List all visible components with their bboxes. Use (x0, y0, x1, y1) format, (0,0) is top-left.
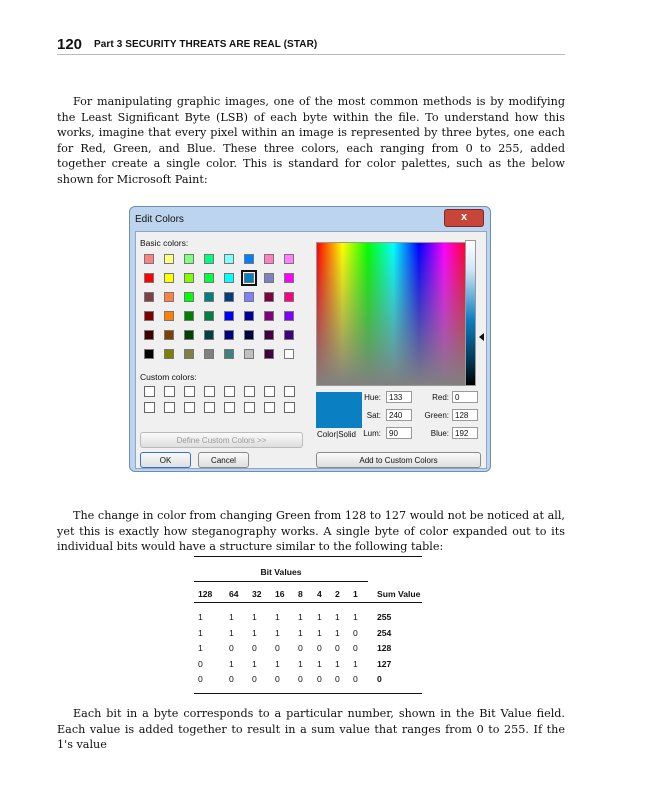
color-spectrum[interactable] (316, 242, 471, 386)
basic-color-swatch[interactable] (184, 273, 194, 283)
basic-color-swatch[interactable] (244, 311, 254, 321)
basic-color-swatch[interactable] (244, 273, 254, 283)
custom-color-swatch[interactable] (164, 402, 175, 413)
paragraph-bit-values: Each bit in a byte corresponds to a particular number, shown in the Bit Value field. Each value is added together to result in a sum value that ranges from 0 to 255. If the 1's value (57, 707, 565, 751)
basic-color-swatch[interactable] (184, 254, 194, 264)
basic-color-swatch[interactable] (204, 311, 214, 321)
bit-cell: 32 (252, 589, 262, 599)
bit-cell: 0 (317, 643, 322, 653)
basic-color-swatch[interactable] (164, 311, 174, 321)
custom-color-swatch[interactable] (244, 386, 255, 397)
bit-cell: 0 (229, 674, 234, 684)
color-solid-label: Color|Solid (317, 430, 356, 439)
custom-color-swatch[interactable] (204, 386, 215, 397)
sum-cell: 127 (377, 658, 392, 669)
bit-cell: 0 (335, 674, 340, 684)
bit-cell: 1 (298, 612, 303, 622)
red-label: Red: (432, 393, 449, 402)
close-button[interactable]: x (444, 209, 484, 227)
bit-cell: 1 (335, 612, 340, 622)
dialog-body (135, 231, 487, 469)
basic-color-swatch[interactable] (284, 273, 294, 283)
custom-color-swatch[interactable] (224, 386, 235, 397)
bit-cell: 1 (229, 658, 234, 669)
paragraph-intro: For manipulating graphic images, one of the most common methods is by modifying the Least Significant Byte (LSB) of each byte within the file. To understand how this works, imagine that every pixel within an image is represented by three bytes, one each for Red, Green, and Blue. These three colors, each ranging from 0 to 255, added together create a single color. This is standard for color palettes, such as the below shown for Microsoft Paint: (57, 95, 565, 186)
custom-color-swatch[interactable] (284, 386, 295, 397)
bit-cell: 0 (229, 643, 234, 653)
bit-cell: 0 (353, 627, 358, 638)
basic-color-swatch[interactable] (184, 330, 194, 340)
bit-cell: 1 (252, 658, 257, 669)
basic-color-swatch[interactable] (224, 311, 234, 321)
basic-color-swatch[interactable] (164, 330, 174, 340)
basic-color-swatch[interactable] (264, 254, 274, 264)
basic-color-swatch[interactable] (244, 254, 254, 264)
bit-cell: 0 (198, 674, 203, 684)
bit-values-table (194, 556, 422, 694)
basic-color-swatch[interactable] (224, 292, 234, 302)
bit-cell: 0 (275, 674, 280, 684)
custom-color-swatch[interactable] (244, 402, 255, 413)
bit-cell: 1 (317, 612, 322, 622)
basic-color-swatch[interactable] (264, 330, 274, 340)
basic-color-swatch[interactable] (264, 349, 274, 359)
paragraph-steganography: The change in color from changing Green from 128 to 127 would not be noticed at all, yet this is exactly how steganography works. A single byte of color expanded out to its individual bits would have a structure similar to the following table: (57, 509, 565, 553)
custom-color-swatch[interactable] (264, 402, 275, 413)
add-to-custom-colors-button[interactable]: Add to Custom Colors (316, 452, 481, 468)
bit-cell: 0 (298, 643, 303, 653)
custom-color-swatch[interactable] (204, 402, 215, 413)
table-row (194, 628, 422, 642)
bit-cell: 0 (317, 674, 322, 684)
bit-cell: 4 (317, 589, 322, 599)
hue-label: Hue: (364, 393, 381, 402)
green-label: Green: (424, 411, 449, 420)
basic-color-swatch[interactable] (264, 311, 274, 321)
bit-cell: 1 (275, 658, 280, 669)
green-field[interactable]: 128 (452, 409, 478, 421)
hue-field[interactable]: 133 (386, 391, 412, 403)
table-row (194, 674, 422, 688)
basic-color-swatch[interactable] (244, 330, 254, 340)
custom-color-swatch[interactable] (144, 402, 155, 413)
custom-colors-label: Custom colors: (140, 372, 197, 382)
basic-color-swatch[interactable] (144, 311, 154, 321)
bit-cell: 1 (317, 658, 322, 669)
basic-color-swatch[interactable] (224, 254, 234, 264)
basic-color-swatch[interactable] (224, 349, 234, 359)
define-custom-colors-button[interactable]: Define Custom Colors >> (140, 432, 303, 448)
basic-color-swatch[interactable] (244, 292, 254, 302)
basic-color-swatch[interactable] (144, 349, 154, 359)
custom-color-swatch[interactable] (264, 386, 275, 397)
table-header-row (194, 589, 422, 603)
table-row (194, 612, 422, 626)
bit-cell: 0 (252, 674, 257, 684)
basic-color-swatch[interactable] (224, 330, 234, 340)
custom-color-swatch[interactable] (184, 386, 195, 397)
basic-color-swatch[interactable] (264, 273, 274, 283)
bit-cell: 0 (335, 643, 340, 653)
red-field[interactable]: 0 (452, 391, 478, 403)
blue-label: Blue: (430, 429, 449, 438)
basic-color-swatch[interactable] (204, 273, 214, 283)
basic-color-swatch[interactable] (184, 311, 194, 321)
sat-label: Sat: (366, 411, 381, 420)
basic-color-swatch[interactable] (164, 292, 174, 302)
bit-cell: 16 (275, 589, 285, 599)
luminosity-slider[interactable] (465, 240, 476, 386)
basic-color-swatch[interactable] (144, 330, 154, 340)
bit-cell: 1 (335, 627, 340, 638)
running-head: Part 3 SECURITY THREATS ARE REAL (STAR) (94, 39, 318, 50)
custom-color-swatch[interactable] (184, 402, 195, 413)
custom-color-swatch[interactable] (164, 386, 175, 397)
page-header (57, 36, 565, 55)
bit-cell: 2 (335, 589, 340, 599)
basic-colors-label: Basic colors: (140, 238, 189, 248)
sum-cell: 254 (377, 627, 392, 638)
bit-cell: 1 (198, 627, 203, 638)
basic-color-swatch[interactable] (164, 273, 174, 283)
luminosity-arrow-icon[interactable] (479, 333, 484, 341)
table-group-header: Bit Values (260, 567, 302, 577)
bit-cell: 1 (229, 612, 234, 622)
bit-cell: 1 (353, 612, 358, 622)
bit-cell: 1 (198, 612, 203, 622)
bit-cell: 1 (298, 627, 303, 638)
basic-color-swatch[interactable] (184, 349, 194, 359)
sum-cell: 255 (377, 612, 392, 622)
table-rule (194, 581, 368, 582)
bit-cell: 1 (229, 627, 234, 638)
basic-color-swatch[interactable] (284, 254, 294, 264)
table-row (194, 643, 422, 657)
blue-field[interactable]: 192 (452, 427, 478, 439)
sum-cell: Sum Value (377, 589, 421, 599)
cancel-button[interactable]: Cancel (198, 452, 249, 468)
basic-color-swatch[interactable] (224, 273, 234, 283)
edit-colors-dialog (129, 206, 491, 472)
basic-color-swatch[interactable] (284, 292, 294, 302)
basic-color-swatch[interactable] (284, 311, 294, 321)
basic-color-swatch[interactable] (184, 292, 194, 302)
bit-cell: 1 (198, 643, 203, 653)
bit-cell: 1 (275, 627, 280, 638)
bit-cell: 1 (353, 658, 358, 669)
bit-cell: 0 (252, 643, 257, 653)
basic-color-swatch[interactable] (204, 330, 214, 340)
basic-color-swatch[interactable] (164, 349, 174, 359)
basic-color-swatch[interactable] (144, 273, 154, 283)
basic-color-swatch[interactable] (144, 292, 154, 302)
custom-color-swatch[interactable] (144, 386, 155, 397)
lum-field[interactable]: 90 (386, 427, 412, 439)
basic-color-swatch[interactable] (284, 330, 294, 340)
bit-cell: 0 (353, 643, 358, 653)
bit-cell: 64 (229, 589, 239, 599)
bit-cell: 1 (317, 627, 322, 638)
bit-cell: 0 (353, 674, 358, 684)
page-number: 120 (57, 36, 83, 53)
lum-label: Lum: (363, 429, 381, 438)
bit-cell: 8 (298, 589, 303, 599)
bit-cell: 1 (353, 589, 358, 599)
custom-color-swatch[interactable] (284, 402, 295, 413)
bit-cell: 1 (335, 658, 340, 669)
bit-cell: 1 (252, 627, 257, 638)
basic-color-swatch[interactable] (204, 292, 214, 302)
bit-cell: 128 (198, 589, 213, 599)
bit-cell: 0 (298, 674, 303, 684)
basic-color-swatch[interactable] (204, 254, 214, 264)
bit-cell: 1 (298, 658, 303, 669)
basic-color-swatch[interactable] (244, 349, 254, 359)
basic-color-swatch[interactable] (264, 292, 274, 302)
basic-color-swatch[interactable] (284, 349, 294, 359)
bit-cell: 0 (275, 643, 280, 653)
sat-field[interactable]: 240 (386, 409, 412, 421)
custom-color-swatch[interactable] (224, 402, 235, 413)
bit-cell: 1 (275, 612, 280, 622)
sum-cell: 128 (377, 643, 392, 653)
sum-cell: 0 (377, 674, 382, 684)
basic-color-swatch[interactable] (144, 254, 154, 264)
bit-cell: 0 (198, 658, 203, 669)
basic-color-swatch[interactable] (164, 254, 174, 264)
ok-button[interactable]: OK (140, 452, 191, 468)
dialog-title: Edit Colors (135, 214, 184, 225)
table-row (194, 659, 422, 673)
basic-color-swatch[interactable] (204, 349, 214, 359)
bit-cell: 1 (252, 612, 257, 622)
